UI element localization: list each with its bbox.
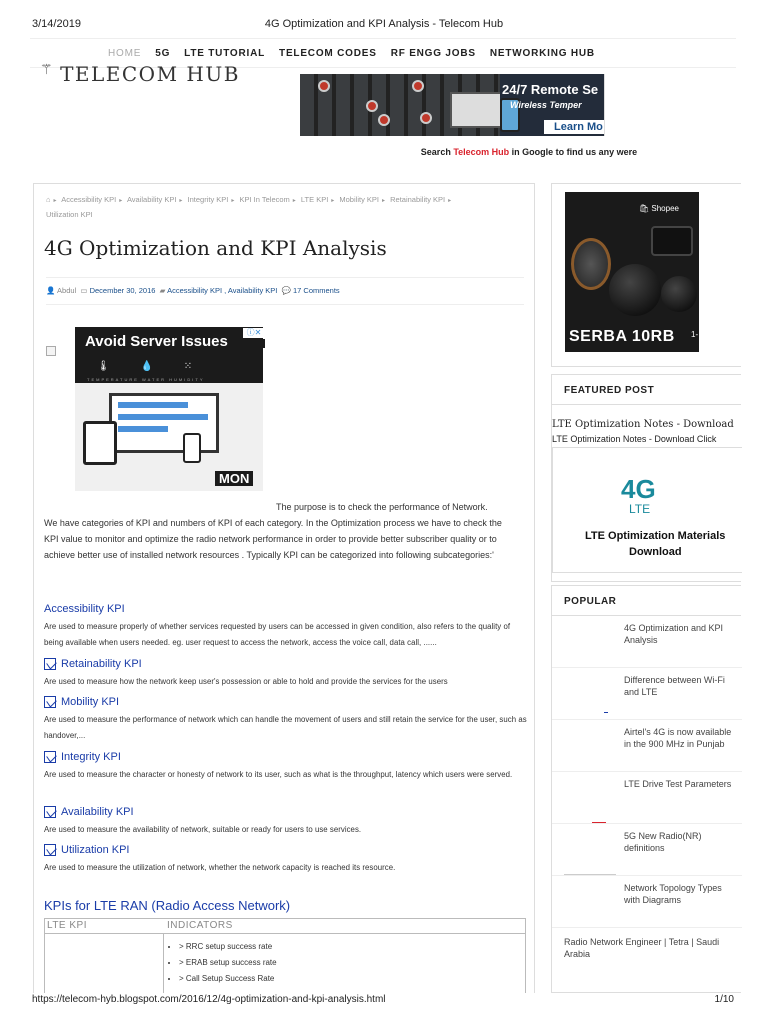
watch-image bbox=[571, 238, 611, 290]
sidebar bbox=[551, 183, 741, 993]
print-date: 3/14/2019 bbox=[32, 18, 81, 30]
breadcrumb-link[interactable]: Accessibility KPI bbox=[61, 195, 117, 204]
phone-image bbox=[183, 433, 201, 463]
table-header-cell: LTE KPI bbox=[47, 920, 87, 931]
popular-post-item[interactable] bbox=[552, 616, 742, 668]
adchoices-icon[interactable]: ⓘ✕ bbox=[243, 328, 265, 338]
list-item: • > RRC setup success rate bbox=[179, 939, 277, 955]
checkbox-icon bbox=[44, 844, 56, 856]
home-icon[interactable]: ⌂ bbox=[46, 195, 51, 204]
featured-post-title[interactable]: LTE Optimization Notes - Download bbox=[552, 419, 734, 430]
popular-post-link[interactable]: Radio Network Engineer | Tetra | Saudi Arabia bbox=[564, 937, 720, 959]
breadcrumb-link[interactable]: Utilization KPI bbox=[46, 210, 93, 219]
breadcrumb-link[interactable]: KPI In Telecom bbox=[239, 195, 290, 204]
shopee-ad-image: 🛍 Shopee SERBA 10RB 1- bbox=[565, 192, 699, 352]
intro-paragraph: We have categories of KPI and numbers of KPI of each category. In the Optimization process we have to check the KPI value to monitor and optimize the radio network performance in order to provide better subscriber quality or to achieve better use of installed network resources . Typically KPI can be categorized into following subcategories:' bbox=[44, 518, 502, 560]
post-thumbnail bbox=[564, 726, 616, 766]
print-url: https://telecom-hyb.blogspot.com/2016/12/4g-optimization-and-kpi-analysis.html bbox=[32, 994, 386, 1005]
popular-posts-widget bbox=[551, 585, 741, 993]
print-title: 4G Optimization and KPI Analysis - Telecom Hub bbox=[264, 18, 504, 30]
kpi-description: Are used to measure properly of whether services requested by users can be accessed in given condition, also refers to the quality of being available when users needed. eg. user request to access the network, access the voice call, data call, ...... bbox=[44, 622, 511, 647]
breadcrumb-link[interactable]: Availability KPI bbox=[126, 195, 177, 204]
kpi-heading: Integrity KPI bbox=[44, 751, 121, 763]
popular-post-item[interactable] bbox=[552, 720, 742, 772]
post-thumbnail bbox=[564, 778, 616, 818]
banner-subline: Wireless Temper bbox=[510, 100, 582, 110]
widget-title: FEATURED POST bbox=[552, 375, 741, 405]
table-title: KPIs for LTE RAN (Radio Access Network) bbox=[44, 898, 291, 913]
sidebar-ad[interactable] bbox=[551, 183, 741, 367]
indicator-list bbox=[179, 939, 277, 987]
widget-title: POPULAR bbox=[552, 586, 741, 616]
speaker-image bbox=[609, 264, 661, 316]
popular-post-link[interactable]: Difference between Wi-Fi and LTE bbox=[624, 675, 725, 697]
post-thumbnail bbox=[564, 674, 616, 714]
popular-post-link[interactable]: 4G Optimization and KPI Analysis bbox=[624, 623, 724, 645]
nav-home[interactable]: HOME bbox=[108, 48, 142, 59]
search-hint: Search Telecom Hub in Google to find us any were bbox=[420, 147, 638, 157]
kpi-heading: Utilization KPI bbox=[44, 844, 129, 856]
nav-telecom-codes[interactable]: TELECOM CODES bbox=[279, 48, 377, 59]
breadcrumb-link[interactable]: Integrity KPI bbox=[187, 195, 229, 204]
kpi-heading: Accessibility KPI bbox=[44, 603, 125, 615]
post-thumbnail bbox=[564, 882, 616, 922]
kpi-heading: Availability KPI bbox=[44, 806, 134, 818]
nav-networking-hub[interactable]: NETWORKING HUB bbox=[489, 48, 595, 59]
comment-icon: 💬 bbox=[281, 286, 291, 295]
popular-post-link[interactable]: 5G New Radio(NR) definitions bbox=[624, 831, 702, 853]
popular-post-item[interactable] bbox=[552, 668, 742, 720]
featured-post-snippet: LTE Optimization Notes - Download Click bbox=[552, 434, 717, 444]
speaker-image bbox=[661, 276, 697, 312]
kpi-heading: Mobility KPI bbox=[44, 696, 119, 708]
checkbox-icon bbox=[44, 751, 56, 763]
ad-captions: TEMPERATURE WATER HUMIDITY bbox=[87, 377, 205, 382]
post-comments-link[interactable]: 17 Comments bbox=[293, 286, 340, 295]
kpi-description: Are used to measure the character or honesty of network to its user, such as what is the throughput, latency which users were served. bbox=[44, 770, 513, 779]
ad-brand: MON bbox=[215, 471, 253, 486]
popular-post-item[interactable] bbox=[552, 772, 742, 824]
table-header bbox=[45, 919, 525, 934]
site-logo[interactable] bbox=[40, 62, 240, 82]
post-meta bbox=[46, 277, 524, 305]
kpi-table bbox=[44, 918, 526, 993]
featured-post-image[interactable]: 4G LTE LTE Optimization Materials Download bbox=[552, 447, 742, 573]
calendar-icon: ▭ bbox=[80, 286, 88, 295]
checkbox-icon bbox=[44, 696, 56, 708]
ad-headline: Avoid Server Issues bbox=[85, 333, 228, 350]
kpi-heading: Retainability KPI bbox=[44, 658, 142, 670]
ad-promo-text: SERBA 10RB bbox=[569, 328, 675, 345]
search-hint-brand: Telecom Hub bbox=[453, 147, 510, 157]
breadcrumb-link[interactable]: LTE KPI bbox=[300, 195, 329, 204]
checkbox-icon bbox=[44, 658, 56, 670]
checkbox-icon bbox=[44, 806, 56, 818]
post-date[interactable]: December 30, 2016 bbox=[89, 286, 156, 295]
popular-post-link[interactable]: Network Topology Types with Diagrams bbox=[624, 883, 722, 905]
post-author[interactable]: Abdul bbox=[57, 286, 77, 295]
sensor-icons: 🌡 💧 ⁙ bbox=[97, 361, 207, 372]
post-labels[interactable]: Accessibility KPI , Availability KPI bbox=[167, 286, 278, 295]
folder-icon: ▰ bbox=[159, 286, 166, 295]
camera-image bbox=[651, 226, 693, 256]
dashboard-image bbox=[109, 393, 219, 453]
banner-headline: 24/7 Remote Se bbox=[502, 82, 599, 97]
breadcrumb-link[interactable]: Mobility KPI bbox=[339, 195, 379, 204]
popular-post-link[interactable]: LTE Drive Test Parameters bbox=[624, 779, 732, 789]
popular-post-item[interactable] bbox=[552, 876, 742, 928]
shopee-logo: 🛍 Shopee bbox=[639, 204, 679, 213]
tower-icon: ⚚ bbox=[40, 62, 55, 78]
banner-learn-more-button[interactable]: Learn Mo bbox=[544, 120, 604, 134]
author-icon: 👤 bbox=[46, 286, 56, 295]
kpi-description: Are used to measure the availability of network, suitable or ready for users to use services. bbox=[44, 825, 362, 834]
nav-lte-tutorial[interactable]: LTE TUTORIAL bbox=[184, 48, 266, 59]
site-logo-text: TELECOM HUB bbox=[60, 62, 240, 82]
popular-post-item[interactable] bbox=[552, 824, 742, 876]
breadcrumb: ⌂ ▸ Accessibility KPI ▸ Availability KPI ▸ Integrity KPI ▸ KPI In Telecom ▸ LTE KPI ▸ Mobility KPI ▸ Retainability KPI ▸ Utilization KPI bbox=[46, 195, 452, 219]
broken-image-icon bbox=[46, 346, 56, 356]
post-thumbnail bbox=[564, 830, 616, 870]
post-thumbnail bbox=[564, 622, 616, 662]
featured-post-widget bbox=[551, 374, 741, 582]
nav-rf-engg-jobs[interactable]: RF ENGG JOBS bbox=[390, 48, 476, 59]
breadcrumb-link[interactable]: Retainability KPI bbox=[390, 195, 446, 204]
kpi-description: Are used to measure the utilization of network, whether the network capacity is reached its resource. bbox=[44, 863, 396, 872]
nav-5g[interactable]: 5G bbox=[155, 48, 171, 59]
intro-text: The purpose is to check the performance of Network. bbox=[276, 502, 488, 512]
kpi-description: Are used to measure the performance of network which can handle the movement of users and still retain the service for the user, such as handover,... bbox=[44, 715, 527, 740]
post-title: 4G Optimization and KPI Analysis bbox=[44, 236, 387, 260]
list-item: • > Call Setup Success Rate bbox=[179, 971, 277, 987]
list-item: • > ERAB setup success rate bbox=[179, 955, 277, 971]
kpi-description: Are used to measure how the network keep user's possession or able to hold and provide the services for the users bbox=[44, 677, 448, 686]
tablet-image bbox=[83, 421, 117, 465]
inline-ad[interactable] bbox=[75, 327, 263, 491]
popular-post-link[interactable]: Airtel's 4G is now available in the 900 MHz in Punjab bbox=[624, 727, 732, 749]
table-header-cell: INDICATORS bbox=[167, 920, 233, 931]
print-page-number: 1/10 bbox=[714, 994, 734, 1005]
post-article bbox=[33, 183, 535, 993]
header-banner-ad[interactable] bbox=[300, 74, 734, 136]
